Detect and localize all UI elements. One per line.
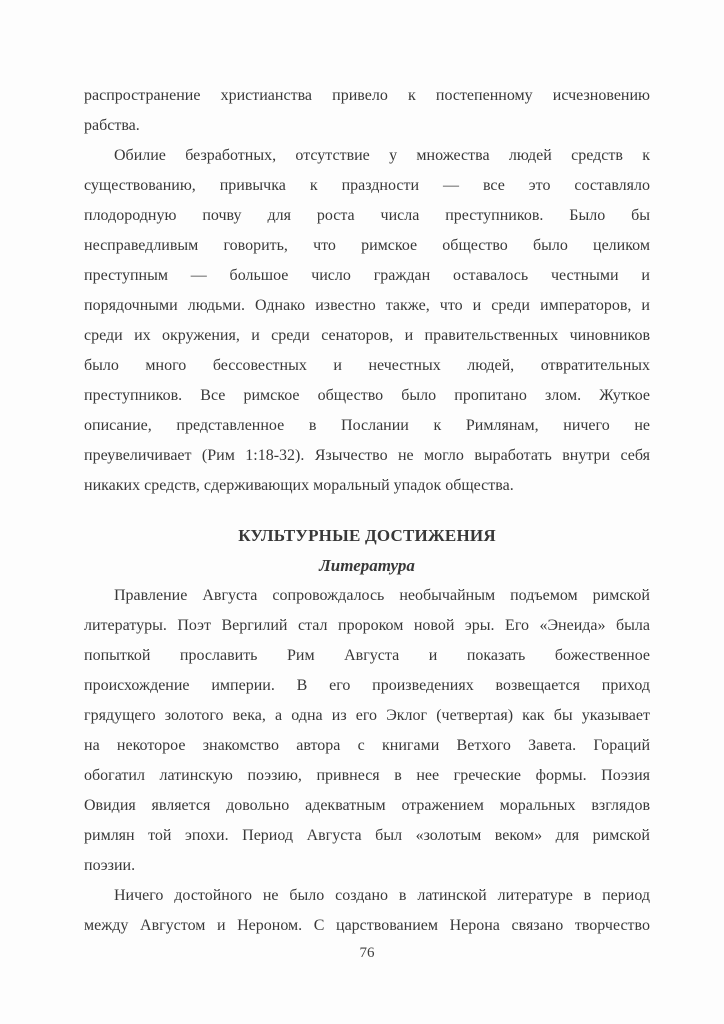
text-line: было много бессовестных и нечестных людей, отвратительных [84, 357, 650, 374]
text-line: распространение христианства привело к постепенному исчезновению [84, 87, 650, 104]
text-line: существованию, привычка к праздности — все это составляло [84, 177, 650, 194]
paragraph [84, 881, 650, 941]
paragraph [84, 581, 650, 881]
text-line: поэзии. [84, 857, 136, 874]
subsection-heading: Литература [319, 556, 415, 575]
text-line: преступников. Все римское общество было пропитано злом. Жуткое [84, 387, 650, 404]
paragraph [84, 81, 650, 141]
text-line: между Августом и Нероном. С царствованием Нерона связано творчество [84, 917, 650, 934]
document-body [84, 81, 650, 941]
text-line: преступным — большое число граждан оставалось честными и [84, 267, 650, 284]
text-line: римлян той эпохи. Период Августа был «золотым веком» для римской [84, 827, 650, 844]
text-line: происхождение империи. В его произведениях возвещается приход [84, 677, 650, 694]
text-line: Правление Августа сопровождалось необычайным подъемом римской [114, 587, 650, 604]
text-line: порядочными людьми. Однако известно также, что и среди императоров, и [84, 297, 650, 314]
text-line: Обилие безработных, отсутствие у множества людей средств к [114, 147, 650, 164]
text-line: Ничего достойного не было создано в латинской литературе в период [114, 887, 650, 904]
text-line: плодородную почву для роста числа преступников. Было бы [84, 207, 650, 224]
page-number: 76 [359, 945, 375, 961]
text-line: несправедливым говорить, что римское общество было целиком [84, 237, 650, 254]
text-line: преувеличивает (Рим 1:18-32). Язычество не могло выработать внутри себя [84, 447, 650, 464]
text-line: никаких средств, сдерживающих моральный упадок общества. [84, 477, 514, 494]
paragraph [84, 141, 650, 501]
text-line: описание, представленное в Послании к Римлянам, ничего не [84, 417, 650, 434]
text-line: среди их окружения, и среди сенаторов, и правительственных чиновников [84, 327, 650, 344]
text-line: на некоторое знакомство автора с книгами Ветхого Завета. Гораций [84, 737, 650, 754]
section-heading: КУЛЬТУРНЫЕ ДОСТИЖЕНИЯ [238, 526, 496, 545]
text-line: Овидия является довольно адекватным отражением моральных взглядов [84, 797, 650, 814]
text-line: литературы. Поэт Вергилий стал пророком новой эры. Его «Энеида» была [84, 617, 650, 634]
text-line: попыткой прославить Рим Августа и показать божественное [84, 647, 650, 664]
text-line: рабства. [84, 117, 140, 134]
text-line: обогатил латинскую поэзию, привнеся в нее греческие формы. Поэзия [84, 767, 650, 784]
text-line: грядущего золотого века, а одна из его Эклог (четвертая) как бы указывает [84, 707, 650, 724]
